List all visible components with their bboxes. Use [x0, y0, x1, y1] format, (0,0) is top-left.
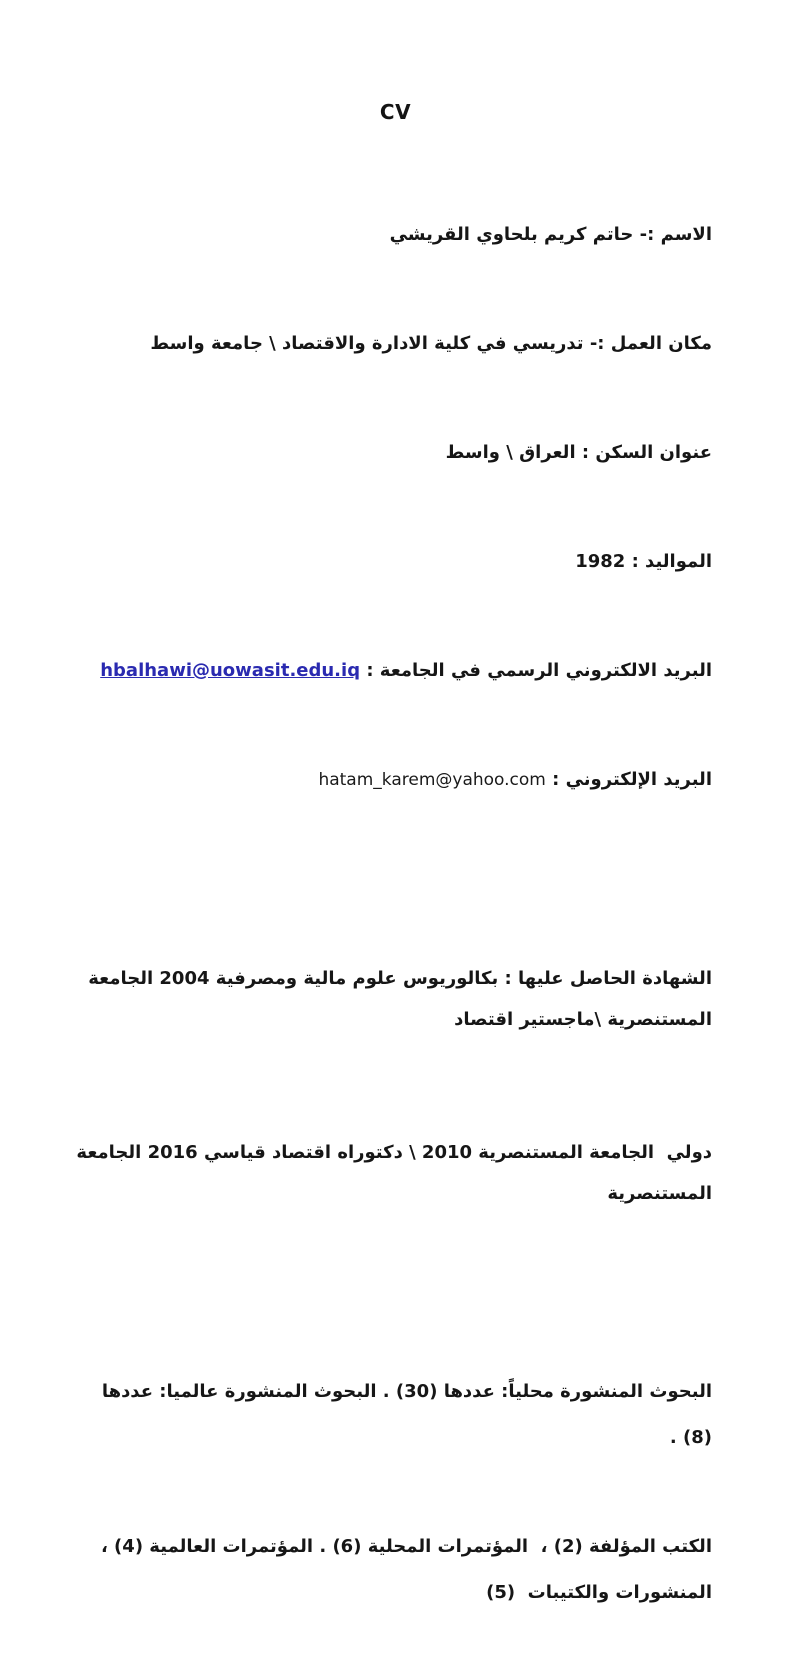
university-email-link[interactable]: hbalhawi@uowasit.edu.iq: [100, 660, 361, 681]
workplace-line: مكان العمل :- تدريسي في كلية الادارة والاقتصاد \ جامعة واسط: [150, 333, 712, 354]
address-line: عنوان السكن : العراق \ واسط: [445, 442, 712, 463]
name-line: الاسم :- حاتم كريم بلحاوي القريشي: [389, 224, 712, 245]
degrees-line-2: دولي الجامعة المستنصرية 2010 \ دكتوراه اقتصاد قياسي 2016 الجامعة المستنصرية: [70, 1142, 712, 1204]
degrees-paragraph: [70, 866, 712, 1306]
university-email-line: [70, 648, 712, 694]
page-title: CV: [379, 100, 412, 124]
birth-line: المواليد : 1982: [575, 551, 712, 572]
cv-content: [70, 149, 712, 1679]
university-email-label: البريد الالكتروني الرسمي في الجامعة :: [360, 660, 712, 681]
personal-email-value: hatam_karem@yahoo.com: [318, 770, 546, 790]
research-line: البحوث المنشورة محلياً: عددها (30) . البحوث المنشورة عالميا: عددها (8) .: [95, 1381, 712, 1448]
books-line: الكتب المؤلفة (2) ، المؤتمرات المحلية (6) . المؤتمرات العالمية (4) ، المنشورات والكتيبات (5): [94, 1536, 712, 1603]
degrees-line-1: الشهادة الحاصل عليها : بكالوريوس علوم مالية ومصرفية 2004 الجامعة المستنصرية \ماجستير اقتصاد: [81, 968, 712, 1030]
personal-email-line: [70, 757, 712, 803]
personal-email-label: البريد الإلكتروني :: [545, 769, 712, 790]
